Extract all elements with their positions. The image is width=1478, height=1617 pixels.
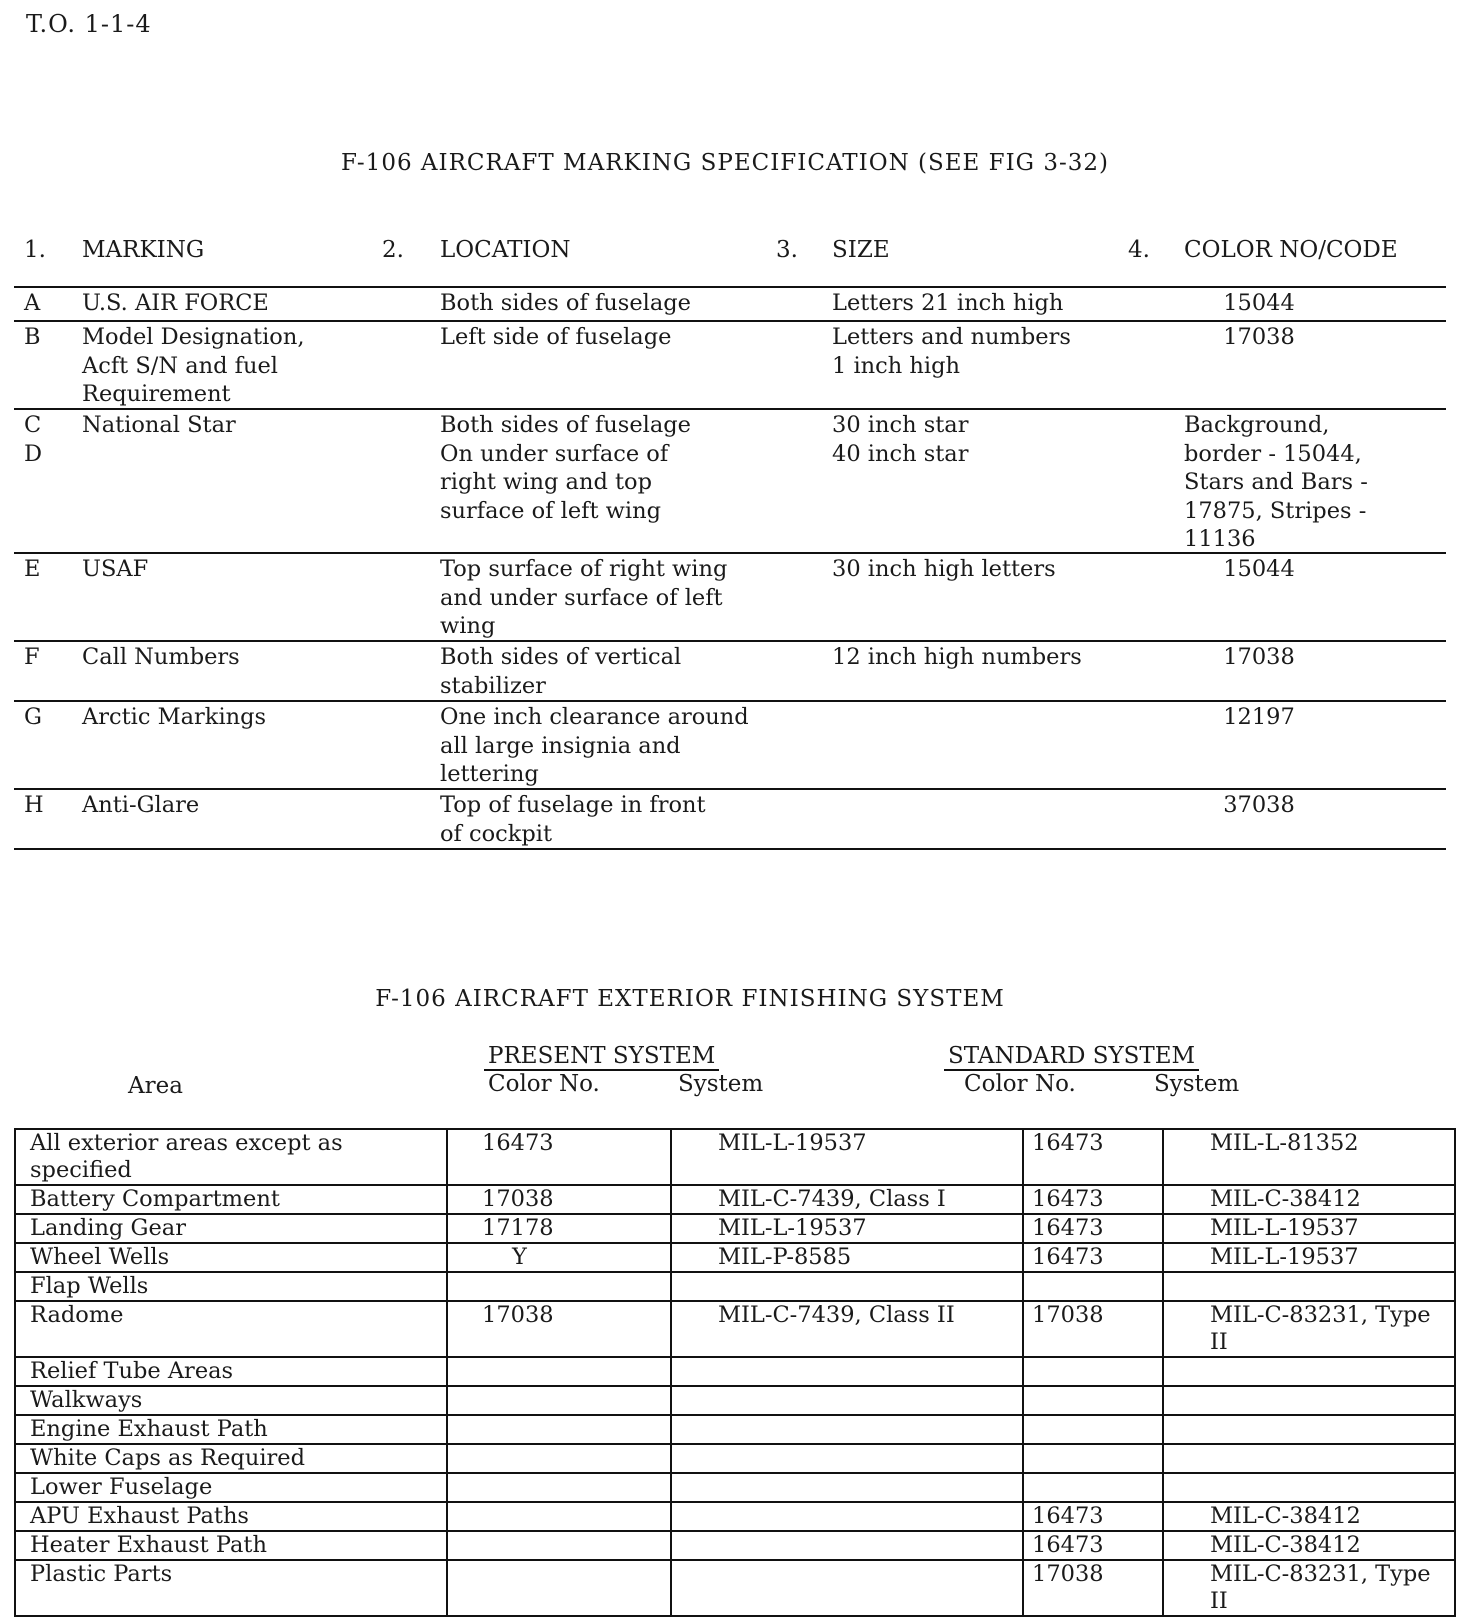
standard-system-col-label: System — [1154, 1071, 1240, 1097]
spec-row-b — [14, 320, 1446, 408]
table-row — [15, 1185, 1455, 1214]
spec-color: 17038 — [1223, 644, 1295, 670]
standard-system-cell — [1163, 1357, 1455, 1386]
standard-system-cell: MIL-C-38412 — [1163, 1185, 1455, 1214]
standard-system-cell — [1163, 1415, 1455, 1444]
spec-marking: Arctic Markings — [82, 704, 267, 730]
standard-system-cell: MIL-C-83231, Type II — [1163, 1301, 1455, 1357]
spec-location: Both sides of fuselage — [440, 290, 691, 316]
standard-color-cell: 16473 — [1023, 1214, 1163, 1243]
table-row — [15, 1129, 1455, 1185]
present-system-cell: MIL-L-19537 — [671, 1129, 1023, 1185]
spec-row-c-d — [14, 408, 1446, 552]
standard-color-cell: 17038 — [1023, 1301, 1163, 1357]
present-system-cell — [671, 1415, 1023, 1444]
standard-system-cell — [1163, 1473, 1455, 1502]
table-row — [15, 1243, 1455, 1272]
present-system-cell — [671, 1502, 1023, 1531]
spec-color: 12197 — [1223, 704, 1295, 730]
area-cell: Heater Exhaust Path — [15, 1531, 447, 1560]
present-color-cell — [447, 1473, 671, 1502]
spec-location: Both sides of vertical stabilizer — [440, 644, 682, 699]
standard-system-cell: MIL-L-81352 — [1163, 1129, 1455, 1185]
col1-number: 1. — [24, 237, 46, 263]
table-row — [15, 1357, 1455, 1386]
area-cell: White Caps as Required — [15, 1444, 447, 1473]
standard-system-cell: MIL-L-19537 — [1163, 1214, 1455, 1243]
col4-label: COLOR NO/CODE — [1184, 237, 1398, 263]
present-color-cell — [447, 1531, 671, 1560]
spec-row-f — [14, 640, 1446, 700]
table-row — [15, 1386, 1455, 1415]
standard-system-cell — [1163, 1444, 1455, 1473]
standard-color-cell — [1023, 1357, 1163, 1386]
spec-letter: C D — [24, 412, 43, 467]
present-system-cell — [671, 1386, 1023, 1415]
spec-marking: U.S. AIR FORCE — [82, 290, 269, 316]
standard-color-cell: 16473 — [1023, 1502, 1163, 1531]
area-label: Area — [128, 1073, 183, 1099]
finishing-system-title: F-106 AIRCRAFT EXTERIOR FINISHING SYSTEM — [375, 986, 1005, 1012]
spec-letter: F — [24, 644, 40, 670]
area-cell: All exterior areas except as specified — [15, 1129, 447, 1185]
standard-color-cell: 16473 — [1023, 1185, 1163, 1214]
standard-system-cell — [1163, 1272, 1455, 1301]
finishing-system-header — [0, 1043, 1478, 1113]
present-system-label: PRESENT SYSTEM — [484, 1043, 719, 1071]
table-row — [15, 1560, 1455, 1616]
present-color-cell — [447, 1386, 671, 1415]
marking-spec-header — [0, 237, 1478, 267]
document-id: T.O. 1-1-4 — [26, 10, 152, 38]
table-row — [15, 1531, 1455, 1560]
present-color-cell: 17038 — [447, 1301, 671, 1357]
spec-location: Both sides of fuselage On under surface of right wing and top surface of left wing — [440, 412, 691, 524]
col3-number: 3. — [776, 237, 798, 263]
spec-row-g — [14, 700, 1446, 788]
standard-color-no-label: Color No. — [964, 1071, 1076, 1097]
standard-color-cell — [1023, 1386, 1163, 1415]
standard-color-cell: 16473 — [1023, 1129, 1163, 1185]
present-system-cell: MIL-P-8585 — [671, 1243, 1023, 1272]
spec-marking: USAF — [82, 556, 149, 582]
spec-color: 15044 — [1223, 556, 1295, 582]
table-row — [15, 1272, 1455, 1301]
present-system-cell — [671, 1473, 1023, 1502]
marking-spec-table — [14, 286, 1446, 850]
table-row — [15, 1473, 1455, 1502]
area-cell: Walkways — [15, 1386, 447, 1415]
present-system-cell: MIL-C-7439, Class II — [671, 1301, 1023, 1357]
present-color-no-label: Color No. — [488, 1071, 600, 1097]
col3-label: SIZE — [832, 237, 890, 263]
col2-label: LOCATION — [440, 237, 571, 263]
spec-row-a — [14, 286, 1446, 320]
table-row — [15, 1415, 1455, 1444]
standard-system-cell: MIL-C-38412 — [1163, 1502, 1455, 1531]
standard-system-label: STANDARD SYSTEM — [944, 1043, 1199, 1071]
standard-color-cell: 16473 — [1023, 1531, 1163, 1560]
finishing-system-table — [14, 1128, 1456, 1617]
area-cell: Engine Exhaust Path — [15, 1415, 447, 1444]
present-color-cell — [447, 1444, 671, 1473]
spec-size: Letters and numbers 1 inch high — [832, 324, 1071, 379]
spec-size: Letters 21 inch high — [832, 290, 1064, 316]
spec-marking: Anti-Glare — [82, 792, 200, 818]
present-color-cell — [447, 1502, 671, 1531]
table-row — [15, 1214, 1455, 1243]
marking-spec-title: F-106 AIRCRAFT MARKING SPECIFICATION (SEE FIG 3-32) — [340, 150, 1110, 176]
col2-number: 2. — [382, 237, 404, 263]
present-system-cell — [671, 1560, 1023, 1616]
spec-size: 30 inch star 40 inch star — [832, 412, 969, 467]
present-color-cell — [447, 1415, 671, 1444]
present-color-cell: 17178 — [447, 1214, 671, 1243]
present-color-cell: 16473 — [447, 1129, 671, 1185]
area-cell: Wheel Wells — [15, 1243, 447, 1272]
spec-location: Top surface of right wing and under surface of left wing — [440, 556, 728, 639]
spec-row-h — [14, 788, 1446, 850]
col1-label: MARKING — [82, 237, 205, 263]
standard-system-cell — [1163, 1386, 1455, 1415]
present-system-cell: MIL-C-7439, Class I — [671, 1185, 1023, 1214]
spec-location: One inch clearance around all large insignia and lettering — [440, 704, 749, 787]
standard-color-cell: 16473 — [1023, 1243, 1163, 1272]
spec-letter: B — [24, 324, 41, 350]
spec-marking: Model Designation, Acft S/N and fuel Requirement — [82, 324, 305, 407]
present-color-cell: 17038 — [447, 1185, 671, 1214]
area-cell: Radome — [15, 1301, 447, 1357]
present-system-cell — [671, 1531, 1023, 1560]
spec-row-e — [14, 552, 1446, 640]
standard-color-cell — [1023, 1415, 1163, 1444]
standard-system-cell: MIL-L-19537 — [1163, 1243, 1455, 1272]
standard-system-cell: MIL-C-83231, Type II — [1163, 1560, 1455, 1616]
present-system-cell — [671, 1357, 1023, 1386]
spec-size: 12 inch high numbers — [832, 644, 1082, 670]
present-color-cell: Y — [447, 1243, 671, 1272]
area-cell: Battery Compartment — [15, 1185, 447, 1214]
standard-color-cell: 17038 — [1023, 1560, 1163, 1616]
standard-system-cell: MIL-C-38412 — [1163, 1531, 1455, 1560]
standard-color-cell — [1023, 1473, 1163, 1502]
spec-size: 30 inch high letters — [832, 556, 1056, 582]
present-system-col-label: System — [678, 1071, 764, 1097]
spec-letter: H — [24, 792, 44, 818]
spec-marking: National Star — [82, 412, 236, 438]
table-row — [15, 1301, 1455, 1357]
present-system-cell — [671, 1272, 1023, 1301]
area-cell: Relief Tube Areas — [15, 1357, 447, 1386]
present-color-cell — [447, 1560, 671, 1616]
present-system-cell: MIL-L-19537 — [671, 1214, 1023, 1243]
spec-letter: G — [24, 704, 42, 730]
area-cell: Plastic Parts — [15, 1560, 447, 1616]
spec-color: Background, border - 15044, Stars and Bars - 17875, Stripes - 11136 — [1184, 412, 1368, 552]
spec-color: 17038 — [1223, 324, 1295, 350]
area-cell: APU Exhaust Paths — [15, 1502, 447, 1531]
standard-color-cell — [1023, 1444, 1163, 1473]
area-cell: Landing Gear — [15, 1214, 447, 1243]
spec-location: Left side of fuselage — [440, 324, 672, 350]
table-row — [15, 1444, 1455, 1473]
spec-color: 37038 — [1223, 792, 1295, 818]
table-row — [15, 1502, 1455, 1531]
spec-color: 15044 — [1223, 290, 1295, 316]
area-cell: Lower Fuselage — [15, 1473, 447, 1502]
present-color-cell — [447, 1272, 671, 1301]
area-cell: Flap Wells — [15, 1272, 447, 1301]
spec-letter: E — [24, 556, 41, 582]
present-color-cell — [447, 1357, 671, 1386]
spec-letter: A — [24, 290, 41, 316]
spec-marking: Call Numbers — [82, 644, 240, 670]
col4-number: 4. — [1128, 237, 1150, 263]
present-system-cell — [671, 1444, 1023, 1473]
spec-location: Top of fuselage in front of cockpit — [440, 792, 706, 847]
standard-color-cell — [1023, 1272, 1163, 1301]
